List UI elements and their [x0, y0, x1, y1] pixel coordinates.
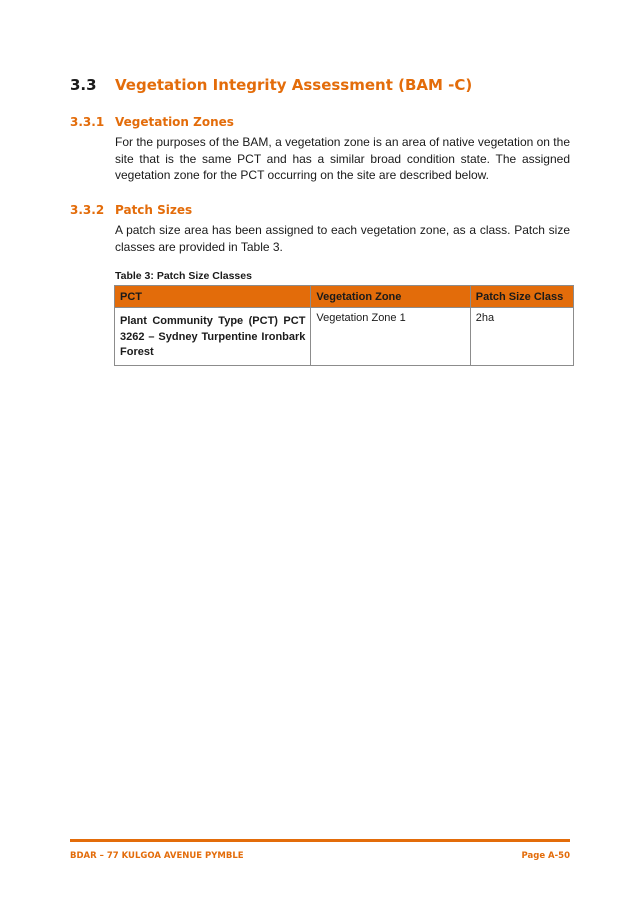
section-heading — [70, 76, 472, 94]
cell-pct: Plant Community Type (PCT) PCT 3262 – Sydney Turpentine Ironbark Forest — [115, 308, 311, 366]
footer-page-number: Page A-50 — [521, 851, 570, 861]
subsection-title: Patch Sizes — [115, 203, 193, 217]
subsection-heading-vegetation-zones — [70, 115, 234, 129]
cell-vegetation-zone: Vegetation Zone 1 — [311, 308, 470, 366]
table-row — [115, 308, 574, 366]
section-title: Vegetation Integrity Assessment (BAM -C) — [115, 76, 473, 94]
header-patch-size-class: Patch Size Class — [470, 286, 573, 308]
table-header-row — [115, 286, 574, 308]
header-pct: PCT — [115, 286, 311, 308]
vegetation-zones-paragraph: For the purposes of the BAM, a vegetation zone is an area of native vegetation on the site that is the same PCT and has a similar broad condition state. The assigned vegetation zone for the PCT occurring on the site are described below. — [115, 135, 570, 182]
patch-sizes-paragraph: A patch size area has been assigned to each vegetation zone, as a class. Patch size classes are provided in Table 3. — [115, 223, 570, 254]
subsection-heading-patch-sizes — [70, 203, 192, 217]
cell-patch-size-class: 2ha — [470, 308, 573, 366]
footer-divider — [70, 839, 570, 842]
footer-document-title: BDAR – 77 KULGOA AVENUE PYMBLE — [70, 851, 244, 861]
section-number: 3.3 — [70, 76, 97, 94]
subsection-number: 3.3.2 — [70, 203, 105, 217]
table-caption: Table 3: Patch Size Classes — [115, 270, 252, 282]
patch-size-table — [114, 285, 574, 366]
subsection-number: 3.3.1 — [70, 115, 105, 129]
header-vegetation-zone: Vegetation Zone — [311, 286, 470, 308]
subsection-title: Vegetation Zones — [115, 115, 234, 129]
